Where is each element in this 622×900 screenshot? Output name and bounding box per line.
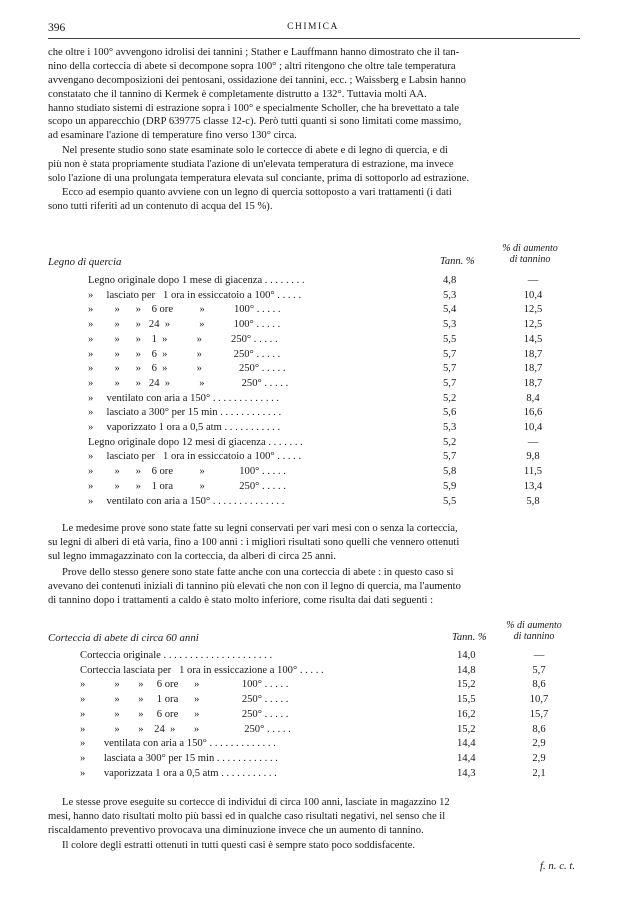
table-row [0,349,622,363]
paragraph-intro-1 [48,46,580,143]
row-label: » » » 1 » » 250° . . . . . [88,333,278,345]
increase-percent-cell: 9,8 [526,451,540,463]
increase-percent-cell: 8,6 [532,723,546,735]
text-line: mesi, hanno dato risultati molto più bassi ed in qualche caso risultati negativi, nel senso che il [48,810,446,822]
tannin-percent-cell: 5,7 [443,377,457,389]
row-label: » » » 24 » » 250° . . . . . [80,723,291,735]
tannin-percent-cell: 14,8 [457,664,476,676]
row-label: Corteccia lasciata per 1 ora in essiccazione a 100° . . . . . [80,664,324,676]
table-row [0,304,622,318]
text-line: Nel presente studio sono state esaminate solo le cortecce di abete e di legno di quercia, e di [62,145,448,156]
tannin-percent-cell: 5,7 [443,451,457,463]
table2-col-aumento-line2: di tannino [513,631,555,642]
increase-percent-cell: — [527,275,539,286]
row-label: Legno originale dopo 1 mese di giacenza . . . . . . . . [88,275,305,286]
row-label: Corteccia originale . . . . . . . . . . . . . . . . . . . . . [80,650,273,661]
table1-caption: Legno di quercia [48,256,122,268]
increase-percent-cell: 18,7 [523,377,543,389]
row-label: » » » 6 ore » 100° . . . . . [80,679,289,691]
row-label: » lasciato per 1 ora in essiccatoio a 100° . . . . . [88,451,302,463]
row-label: » ventilato con aria a 150° . . . . . . . . . . . . . [88,392,280,404]
row-label: » lasciato a 300° per 15 min . . . . . . . . . . . . [88,407,282,419]
table-row [0,275,622,289]
tannin-percent-cell: 15,2 [457,723,476,735]
tannin-percent-cell: 5,3 [443,319,457,331]
table-row [0,319,622,333]
row-label: » » » 6 » » 250° . . . . . [88,348,281,360]
table-row [0,665,622,679]
increase-percent-cell: 2,1 [532,767,546,779]
text-line: sul legno immagazzinato con la corteccia, da alberi di circa 25 anni. [48,550,336,562]
tannin-percent-cell: 5,3 [443,289,457,301]
tannin-percent-cell: 5,6 [443,407,457,419]
row-label: » vaporizzato 1 ora a 0,5 atm . . . . . . . . . . . [88,422,281,433]
table2-col-aumento-line1: % di aumento [506,620,562,631]
table-row [0,724,622,738]
text-line: più non è stata propriamente studiata l'azione di un'elevata temperatura di estrazione, ma invece [48,158,454,170]
table2-caption: Corteccia di abete di circa 60 anni [48,632,199,644]
text-line: nino della corteccia di abete si decompone sopra 100° ; altri ritengono che oltre tale temperatura [48,60,456,72]
row-label: » » » 1 ora » 250° . . . . . [80,694,289,706]
text-line: scopo un apparecchio (DRP 639775 classe 12-c). Però tutti quanti si sono limitati come massimo, [48,116,462,128]
tannin-percent-cell: 14,4 [457,738,476,750]
increase-percent-cell: 12,5 [523,304,543,316]
page-header [48,22,578,36]
text-line: constatato che il tannino di Kermek è completamente distrutto a 132°. Tuttavia molti AA. [48,88,427,100]
text-line: Prove dello stesso genere sono state fatte anche con una corteccia di abete : in questo caso si [62,567,454,578]
row-label: » » » 1 ora » 250° . . . . . [88,480,286,492]
paragraph-middle-1 [48,522,580,564]
row-label: » ventilata con aria a 150° . . . . . . . . . . . . . [80,738,276,750]
paragraph-middle-2 [48,566,580,608]
increase-percent-cell: 10,4 [523,289,543,301]
text-line: Le stesse prove eseguite su cortecce di individui di circa 100 anni, lasciate in magazzino 12 [62,797,450,808]
increase-percent-cell: 13,4 [523,480,543,492]
table-row [0,393,622,407]
increase-percent-cell: 10,4 [523,422,543,433]
increase-percent-cell: 2,9 [532,752,546,764]
increase-percent-cell: 8,6 [532,679,546,691]
paragraph-closing-1 [48,796,580,838]
increase-percent-cell: 5,7 [532,664,546,676]
increase-percent-cell: — [527,436,539,448]
tannin-percent-cell: 5,3 [443,422,457,433]
text-line: hanno studiato sistemi di estrazione sopra i 100° e specialmente Scholler, che ha brevettato a tale [48,102,459,114]
page-number: 396 [48,22,66,34]
table-row [0,466,622,480]
text-line: Il colore degli estratti ottenuti in tutti questi casi è sempre stato poco soddisfacente. [62,840,416,851]
text-line: solo l'azione di una prolungata temperatura elevata sul conciante, prima di sottoporlo ad estrazione. [48,172,470,184]
table-row [0,407,622,421]
table1-col-aumento-line1: % di aumento [502,243,558,254]
tannin-percent-cell: 5,2 [443,436,457,448]
paragraph-intro-3 [48,186,580,214]
paragraph-intro-2 [48,144,580,186]
table-row [0,334,622,348]
table-row [0,679,622,693]
increase-percent-cell: — [533,650,545,661]
row-label: » » » 24 » » 100° . . . . . [88,319,281,331]
table-row [0,650,622,664]
text-line: ad esaminare l'azione di temperature fino verso 130° circa. [48,130,297,142]
text-line: avvengano decomposizioni dei pentosani, ossidazione dei tannini, ecc. ; Waissberg e Labsin hanno [48,74,466,86]
text-line: che oltre i 100° avvengono idrolisi dei tannini ; Stather e Lauffmann hanno dimostrato che il tan- [48,47,460,58]
tannin-percent-cell: 15,5 [457,694,476,706]
table-row [0,378,622,392]
tannin-percent-cell: 5,7 [443,363,457,375]
increase-percent-cell: 12,5 [523,319,543,331]
table-row [0,363,622,377]
text-line: sono tutti riferiti ad un contenuto di acqua del 15 %). [48,200,273,212]
increase-percent-cell: 11,5 [523,466,543,478]
row-label: » » » 6 ore » 100° . . . . . [88,304,281,316]
increase-percent-cell: 14,5 [523,333,543,345]
tannin-percent-cell: 16,2 [457,708,476,720]
table-row [0,753,622,767]
table-row [0,451,622,465]
increase-percent-cell: 2,9 [532,738,546,750]
increase-percent-cell: 10,7 [529,694,549,706]
text-line: Le medesime prove sono state fatte su legni conservati per vari mesi con o senza la corteccia, [62,523,458,534]
table2-col-aumento [504,620,564,642]
text-line: avevano dei contenuti iniziali di tannino più elevati che non con il legno di quercia, ma l'aumento [48,580,461,592]
header-rule [48,38,580,39]
tannin-percent-cell: 4,8 [443,275,457,286]
text-line: Ecco ad esempio quanto avviene con un legno di quercia sottoposto a vari trattamenti (i dati [62,187,452,198]
text-line: su legni di alberi di età varia, fino a 100 anni : i migliori risultati sono quelli che vennero ottenuti [48,536,460,548]
table-row [0,290,622,304]
row-label: » lasciato per 1 ora in essiccatoio a 100° . . . . . [88,289,302,301]
increase-percent-cell: 5,8 [526,495,540,507]
increase-percent-cell: 15,7 [529,708,549,720]
row-label: » lasciata a 300° per 15 min . . . . . . . . . . . . [80,752,278,764]
table-row [0,437,622,451]
table-row [0,709,622,723]
row-label: Legno originale dopo 12 mesi di giacenza . . . . . . . [88,436,303,448]
row-label: » » » 6 » » 250° . . . . . [88,363,286,375]
paragraph-closing-2 [48,839,580,853]
table-row [0,481,622,495]
tannin-percent-cell: 5,7 [443,348,457,360]
row-label: » » » 6 ore » 100° . . . . . [88,466,286,478]
table1-col-aumento-line2: di tannino [509,254,551,265]
table-row [0,738,622,752]
tannin-percent-cell: 5,5 [443,333,457,345]
increase-percent-cell: 16,6 [523,407,543,419]
table1-col-aumento [500,243,560,265]
table2-col-tann: Tann. % [452,632,487,643]
row-label: » vaporizzata 1 ora a 0,5 atm . . . . . . . . . . . [80,767,277,779]
section-title: CHIMICA [287,22,339,32]
table-row [0,694,622,708]
row-label: » ventilato con aria a 150° . . . . . . . . . . . . . . [88,495,285,507]
tannin-percent-cell: 14,0 [457,650,476,661]
tannin-percent-cell: 5,2 [443,392,457,404]
text-line: riscaldamento preventivo provocava una diminuzione invece che un aumento di tannino. [48,824,424,836]
tannin-percent-cell: 14,3 [457,767,476,779]
table-row [0,768,622,782]
table1-col-tann: Tann. % [440,256,475,267]
text-line: di tannino dopo i trattamenti a caldo è stato molto inferiore, come risulta dai dati seguenti : [48,594,434,606]
table-row [0,422,622,436]
table-row [0,496,622,510]
tannin-percent-cell: 5,5 [443,495,457,507]
row-label: » » » 24 » » 250° . . . . . [88,377,289,389]
tannin-percent-cell: 14,4 [457,752,476,764]
tannin-percent-cell: 5,9 [443,480,457,492]
increase-percent-cell: 18,7 [523,348,543,360]
increase-percent-cell: 18,7 [523,363,543,375]
tannin-percent-cell: 15,2 [457,679,476,691]
author-signature: f. n. c. t. [540,860,576,872]
increase-percent-cell: 8,4 [526,392,540,404]
tannin-percent-cell: 5,8 [443,466,457,478]
row-label: » » » 6 ore » 250° . . . . . [80,708,289,720]
tannin-percent-cell: 5,4 [443,304,457,316]
